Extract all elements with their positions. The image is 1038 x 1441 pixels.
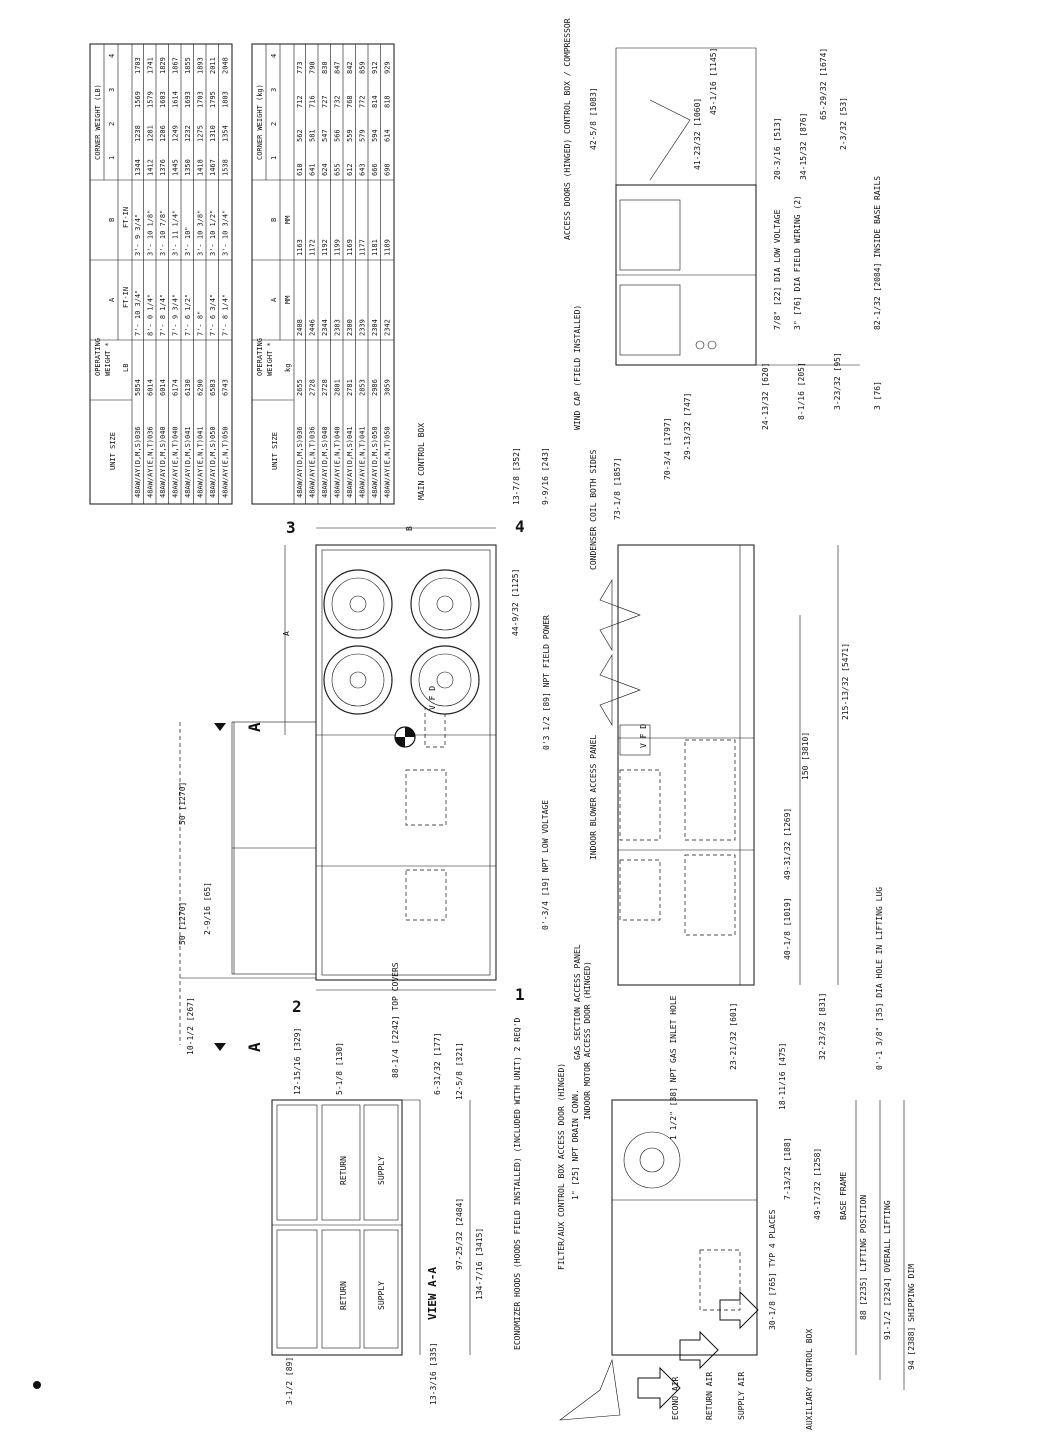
corner-number-2: 2 — [292, 997, 302, 1016]
table-cell-unit-size: 48AW/AY(E,N,T)050 — [221, 426, 230, 498]
side-dim-215: 215-13/32 [5471] — [841, 642, 850, 720]
table-cell: 1350 — [184, 159, 192, 176]
table-cell: 2728 — [308, 379, 317, 396]
top-dim-2-9-16: 2-9/16 [65] — [203, 882, 212, 935]
section-view-a-a — [272, 1028, 464, 1405]
table-cell: 7'- 8" — [196, 310, 205, 336]
table-cell: 716 — [308, 95, 317, 108]
side-dim-40: 40-1/8 [1019] — [783, 897, 792, 960]
kg-corner-1: 1 — [270, 155, 278, 160]
table-cell: 655 — [333, 163, 342, 176]
kg-a-unit: MM — [284, 295, 292, 304]
table-cell: 1703 — [196, 91, 205, 108]
table-cell: 818 — [383, 95, 392, 108]
supply-label-2: SUPPLY — [377, 1281, 386, 1310]
sec-dim-6-31-32: 6-31/32 [177] — [433, 1032, 442, 1095]
side-dim-32: 32-23/32 [831] — [818, 992, 827, 1060]
table-cell: 2383 — [333, 319, 342, 336]
table-cell: 2344 — [321, 319, 329, 336]
view-a-a-title: VIEW A-A — [426, 1267, 439, 1320]
table-cell: 1795 — [209, 91, 217, 108]
sec-dim-97-25-32: 97-25/32 [2484] — [455, 1197, 464, 1270]
right-dim-65: 65-29/32 [1674] — [819, 47, 828, 120]
right-dim-3b: 3 [76] — [873, 381, 882, 410]
table-cell: 847 — [333, 61, 342, 74]
right-dim-70: 70-3/4 [1797] — [663, 417, 672, 480]
table-cell: 562 — [296, 129, 304, 142]
corner-number-1: 1 — [515, 985, 525, 1004]
table-cell: 1206 — [159, 125, 167, 142]
lb-weight-unit: LB — [122, 363, 130, 372]
table-cell: 2781 — [346, 379, 354, 396]
table-cell: 6014 — [146, 379, 155, 396]
return-air-label: RETURN AIR — [705, 1371, 714, 1420]
table-cell: 1232 — [184, 125, 192, 142]
table-cell: 2801 — [333, 379, 342, 396]
table-cell: 830 — [321, 61, 329, 74]
registration-mark — [33, 1381, 41, 1389]
end-view — [470, 961, 916, 1430]
right-dim-41: 41-23/32 [1060] — [693, 97, 702, 170]
drain-label: 1" [25] NPT DRAIN CONN. — [571, 1089, 580, 1200]
gas-inlet-label: 1 1/2" [38] NPT GAS INLET HOLE — [669, 995, 678, 1140]
sec-dim-12-15-16: 12-15/16 [329] — [293, 1027, 302, 1095]
gas-section-label: GAS SECTION ACCESS PANEL — [573, 944, 582, 1060]
center-of-gravity-icon — [395, 727, 415, 747]
table-cell: 2048 — [221, 57, 230, 74]
table-cell-unit-size: 48AW/AY(E,N,T)036 — [308, 426, 317, 498]
wind-cap-label: WIND CAP (FIELD INSTALLED) — [573, 304, 582, 430]
side-dim-23: 23-21/32 [601] — [729, 1002, 738, 1070]
kg-corner-header: CORNER WEIGHT (kg) — [256, 84, 264, 160]
table-cell: 547 — [321, 129, 329, 142]
table-cell-unit-size: 48AW/AY(E,N,T)040 — [333, 426, 342, 498]
table-cell-unit-size: 48AW/AY(D,M,S)036 — [134, 426, 142, 498]
kg-b-header: B — [270, 217, 278, 222]
table-cell: 8'- 0 1/4" — [146, 293, 155, 336]
return-label-2: RETURN — [339, 1281, 348, 1310]
table-cell: 2986 — [371, 379, 379, 396]
table-cell: 7'- 8 1/4" — [221, 293, 230, 336]
table-cell: 1703 — [134, 57, 142, 74]
section-a-marker-top: A — [245, 722, 264, 732]
table-cell: 2342 — [383, 319, 392, 336]
table-cell: 912 — [371, 61, 379, 74]
table-cell: 2300 — [346, 319, 354, 336]
sec-dim-3-1-2: 3-1/2 [89] — [285, 1356, 294, 1405]
end-dim-7: 7-13/32 [188] — [783, 1137, 792, 1200]
sec-dim-13-3-16: 13-3/16 [335] — [429, 1342, 438, 1405]
table-cell: 1177 — [358, 239, 367, 256]
sec-dim-5-1-8: 5-1/8 [130] — [335, 1042, 344, 1095]
lb-corner-3: 3 — [108, 87, 116, 92]
top-view — [178, 423, 551, 1078]
section-a-marker-bottom: A — [245, 1042, 264, 1052]
table-cell: 6014 — [159, 379, 167, 396]
table-cell-unit-size: 48AW/AY(E,N,T)036 — [146, 426, 155, 498]
kg-weight-header: WEIGHT * — [266, 342, 274, 376]
table-cell: 773 — [296, 61, 304, 74]
table-cell: 5854 — [134, 379, 142, 396]
table-cell: 2853 — [358, 379, 367, 396]
right-dim-45: 45-1/16 [1145] — [709, 47, 718, 115]
indoor-motor-label: INDOOR MOTOR ACCESS DOOR (HINGED) — [583, 961, 592, 1120]
right-dim-20: 20-3/16 [513] — [773, 117, 782, 180]
kg-a-header: A — [270, 297, 278, 302]
table-cell: 1803 — [221, 91, 230, 108]
table-cell: 929 — [383, 61, 392, 74]
condenser-fan — [411, 646, 479, 714]
weight-table-lb — [90, 44, 232, 504]
condenser-coil-label: CONDENSER COIL BOTH SIDES — [589, 449, 598, 570]
table-cell: 859 — [358, 61, 367, 74]
lb-weight-header: WEIGHT * — [104, 342, 112, 376]
table-cell: 1238 — [134, 125, 142, 142]
indoor-blower-label: INDOOR BLOWER ACCESS PANEL — [589, 734, 598, 860]
kg-weight-unit: kg — [284, 363, 292, 372]
dim-b-label: B — [405, 526, 414, 531]
table-cell: 1412 — [146, 159, 155, 176]
table-cell: 842 — [346, 61, 354, 74]
supply-label-1: SUPPLY — [377, 1156, 386, 1185]
table-cell: 3'- 10 1/2" — [209, 209, 217, 256]
table-cell-unit-size: 48AW/AY(D,M,S)050 — [209, 426, 217, 498]
table-cell: 772 — [358, 95, 367, 108]
end-dim-94: 94 [2388] SHIPPING DIM — [907, 1264, 916, 1370]
table-cell: 3'- 10 3/4" — [221, 209, 230, 256]
lifting-lug-label: 0'-1 3/8" [35] DIA HOLE IN LIFTING LUG — [875, 886, 884, 1070]
top-width-dim: 44-9/32 [1125] — [511, 568, 520, 636]
end-dim-49: 49-17/32 [1258] — [813, 1147, 822, 1220]
side-view — [573, 449, 884, 1110]
table-cell: 2655 — [296, 379, 304, 396]
condenser-fan — [324, 646, 392, 714]
table-cell: 7'- 6 1/2" — [184, 293, 192, 336]
table-cell: 643 — [358, 163, 367, 176]
table-cell: 6290 — [196, 379, 205, 396]
dim-a-label: A — [282, 631, 291, 636]
corner-number-3: 3 — [286, 518, 296, 537]
table-cell: 732 — [333, 95, 342, 108]
table-cell: 1418 — [196, 159, 205, 176]
table-cell: 641 — [308, 163, 317, 176]
table-cell: 1249 — [171, 125, 180, 142]
lb-corner-1: 1 — [108, 155, 116, 160]
return-label-1: RETURN — [339, 1156, 348, 1185]
table-cell: 566 — [333, 129, 342, 142]
table-cell: 2728 — [321, 379, 329, 396]
kg-corner-4: 4 — [270, 53, 278, 58]
table-cell-unit-size: 48AW/AY(D,M,S)041 — [184, 426, 192, 498]
lb-b-header: B — [108, 217, 116, 222]
table-cell: 2446 — [308, 319, 317, 336]
table-cell: 1538 — [221, 159, 230, 176]
field-wiring-label: 3" [76] DIA FIELD WIRING (2) — [793, 195, 802, 330]
end-dim-88: 88 [2235] LIFTING POSITION — [859, 1194, 868, 1320]
lb-b-unit: FT-IN — [122, 206, 130, 228]
end-dim-134: 134-7/16 [3415] — [475, 1227, 484, 1300]
table-cell-unit-size: 48AW/AY(E,N,T)040 — [171, 426, 180, 498]
corner-number-4: 4 — [515, 517, 525, 536]
table-cell-unit-size: 48AW/AY(E,N,T)041 — [358, 426, 367, 498]
table-cell: 712 — [296, 95, 304, 108]
end-dim-30: 30-1/8 [765] TYP 4 PLACES — [768, 1209, 777, 1330]
table-cell: 7'- 8 1/4" — [159, 293, 167, 336]
table-cell: 1829 — [159, 57, 167, 74]
table-cell: 6130 — [184, 379, 192, 396]
low-voltage-label: 0'-3/4 [19] NPT LOW VOLTAGE — [541, 799, 550, 930]
top-vfd-label: V F D — [428, 685, 437, 710]
table-cell: 6743 — [221, 379, 230, 396]
table-cell-unit-size: 48AW/AY(D,M,S)041 — [346, 426, 354, 498]
table-cell: 1275 — [196, 125, 205, 142]
table-cell: 3059 — [383, 379, 392, 396]
table-cell: 1579 — [146, 91, 155, 108]
table-cell: 1867 — [171, 57, 180, 74]
supply-air-label: SUPPLY AIR — [737, 1371, 746, 1420]
table-cell: 1192 — [321, 239, 329, 256]
table-cell: 1467 — [209, 159, 217, 176]
table-cell: 1199 — [333, 239, 342, 256]
right-dim-34: 34-15/32 [876] — [799, 112, 808, 180]
lb-a-unit: FT-IN — [122, 286, 130, 308]
access-doors-label: ACCESS DOORS (HINGED) CONTROL BOX / COMPRESSOR — [563, 18, 572, 240]
table-cell: 3'- 11 1/4" — [171, 209, 180, 256]
table-cell: 1169 — [346, 239, 354, 256]
table-cell-unit-size: 48AW/AY(D,M,S)050 — [371, 426, 379, 498]
econ-hoods-label: ECONOMIZER HOODS (HOODS FIELD INSTALLED) (INCLUDED WITH UNIT) 2 REQ'D — [513, 1017, 522, 1350]
table-cell-unit-size: 48AW/AY(D,M,S)040 — [321, 426, 329, 498]
table-cell: 2011 — [209, 57, 217, 74]
filter-door-label: FILTER/AUX CONTROL BOX ACCESS DOOR (HINGED) — [557, 1062, 566, 1270]
table-cell: 6583 — [209, 379, 217, 396]
table-cell: 624 — [321, 163, 329, 176]
lb-corner-4: 4 — [108, 53, 116, 58]
right-dim-42: 42-5/8 [1083] — [589, 87, 598, 150]
kg-unit-size-header: UNIT SIZE — [271, 432, 279, 470]
table-cell: 790 — [308, 61, 317, 74]
table-cell: 3'- 10" — [184, 226, 192, 256]
table-cell: 1693 — [184, 91, 192, 108]
table-cell: 2339 — [358, 319, 367, 336]
side-dim-18: 18-11/16 [475] — [778, 1042, 787, 1110]
table-cell: 814 — [371, 95, 379, 108]
table-cell: 1569 — [134, 91, 142, 108]
table-cell: 7'- 6 3/4" — [209, 293, 217, 336]
table-cell: 1310 — [209, 125, 217, 142]
table-cell: 1445 — [171, 159, 180, 176]
lb-corner-header: CORNER WEIGHT (LB) — [94, 84, 102, 160]
side-dim-49: 49-31/32 [1269] — [783, 807, 792, 880]
table-cell: 1172 — [308, 239, 317, 256]
table-cell: 1603 — [159, 91, 167, 108]
table-cell: 3'- 10 3/8" — [196, 209, 205, 256]
table-cell: 727 — [321, 95, 329, 108]
right-dim-2: 2-3/32 [53] — [839, 97, 848, 150]
top-dim-50b: 50 [1270] — [178, 901, 187, 945]
lb-unit-size-header: UNIT SIZE — [109, 432, 117, 470]
inside-base-rails-label: 82-1/32 [2084] INSIDE BASE RAILS — [873, 175, 882, 330]
table-cell: 1163 — [296, 239, 304, 256]
table-cell: 1614 — [171, 91, 180, 108]
top-dim-9-9-16: 9-9/16 [243] — [541, 447, 550, 505]
table-cell: 3'- 10 7/8" — [159, 209, 167, 256]
table-cell-unit-size: 48AW/AY(E,N,T)041 — [196, 426, 205, 498]
side-vfd-label: V F D — [639, 723, 648, 748]
table-cell: 579 — [358, 129, 367, 142]
sec-dim-12-5-8: 12-5/8 [321] — [455, 1042, 464, 1100]
return-air-arrow-icon — [680, 1332, 718, 1368]
table-cell-unit-size: 48AW/AY(D,M,S)036 — [296, 426, 304, 498]
low-voltage-hole-label: 7/8" [22] DIA LOW VOLTAGE — [773, 209, 782, 330]
table-cell: 1189 — [383, 239, 392, 256]
right-dim-29: 29-13/32 [747] — [683, 392, 692, 460]
top-dim-10-1-2: 10-1/2 [267] — [186, 997, 195, 1055]
table-cell: 1855 — [184, 57, 192, 74]
right-end-view — [563, 18, 882, 520]
lb-operating-header: OPERATING — [94, 338, 102, 376]
weight-table-kg — [252, 44, 394, 504]
condenser-fan — [411, 570, 479, 638]
right-dim-73: 73-1/8 [1857] — [613, 457, 622, 520]
table-cell: 1281 — [146, 125, 155, 142]
table-cell: 612 — [346, 163, 354, 176]
lb-a-header: A — [108, 297, 116, 302]
table-cell-unit-size: 48AW/AY(E,N,T)050 — [383, 426, 392, 498]
condenser-fan — [324, 570, 392, 638]
table-cell: 559 — [346, 129, 354, 142]
table-cell: 1893 — [196, 57, 205, 74]
kg-b-unit: MM — [284, 215, 292, 224]
lb-corner-2: 2 — [108, 121, 116, 126]
table-cell: 7'- 10 3/4" — [134, 289, 142, 336]
econo-air-label: ECONO AIR — [671, 1376, 680, 1420]
top-dim-50a: 50 [1270] — [178, 781, 187, 825]
table-cell: 581 — [308, 129, 317, 142]
kg-corner-3: 3 — [270, 87, 278, 92]
end-dim-91: 91-1/2 [2324] OVERALL LIFTING — [883, 1200, 892, 1340]
table-cell: 1741 — [146, 57, 155, 74]
top-dim-13-7-8: 13-7/8 [352] — [512, 447, 521, 505]
top-covers-dim: 88-1/4 [2242] TOP COVERS — [391, 962, 400, 1078]
kg-operating-header: OPERATING — [256, 338, 264, 376]
table-cell: 610 — [296, 163, 304, 176]
table-cell: 3'- 10 1/8" — [146, 209, 155, 256]
table-cell-unit-size: 48AW/AY(D,M,S)040 — [159, 426, 167, 498]
table-cell: 7'- 9 3/4" — [171, 293, 180, 336]
table-cell: 614 — [383, 129, 392, 142]
table-cell: 1181 — [371, 239, 379, 256]
table-cell: 1376 — [159, 159, 167, 176]
right-dim-8: 8-1/16 [205] — [797, 362, 806, 420]
side-dim-150: 150 [3810] — [801, 731, 810, 780]
table-cell: 1354 — [221, 125, 230, 142]
table-cell: 2408 — [296, 319, 304, 336]
right-dim-24: 24-13/32 [620] — [761, 362, 770, 430]
table-cell: 594 — [371, 129, 379, 142]
table-cell: 698 — [383, 163, 392, 176]
table-cell: 1344 — [134, 159, 142, 176]
base-frame-label: BASE FRAME — [839, 1171, 848, 1220]
table-cell: 666 — [371, 163, 379, 176]
aux-box-label: AUXILIARY CONTROL BOX — [805, 1328, 814, 1430]
table-cell: 6174 — [171, 379, 180, 396]
field-power-label: 0'3 1/2 [89] NPT FIELD POWER — [542, 615, 551, 750]
main-control-box-label: MAIN CONTROL BOX — [417, 422, 426, 500]
right-dim-3a: 3-23/32 [95] — [833, 352, 842, 410]
table-cell: 3'- 9 3/4" — [134, 213, 142, 256]
table-cell: 2304 — [371, 319, 379, 336]
table-cell: 768 — [346, 95, 354, 108]
kg-corner-2: 2 — [270, 121, 278, 126]
